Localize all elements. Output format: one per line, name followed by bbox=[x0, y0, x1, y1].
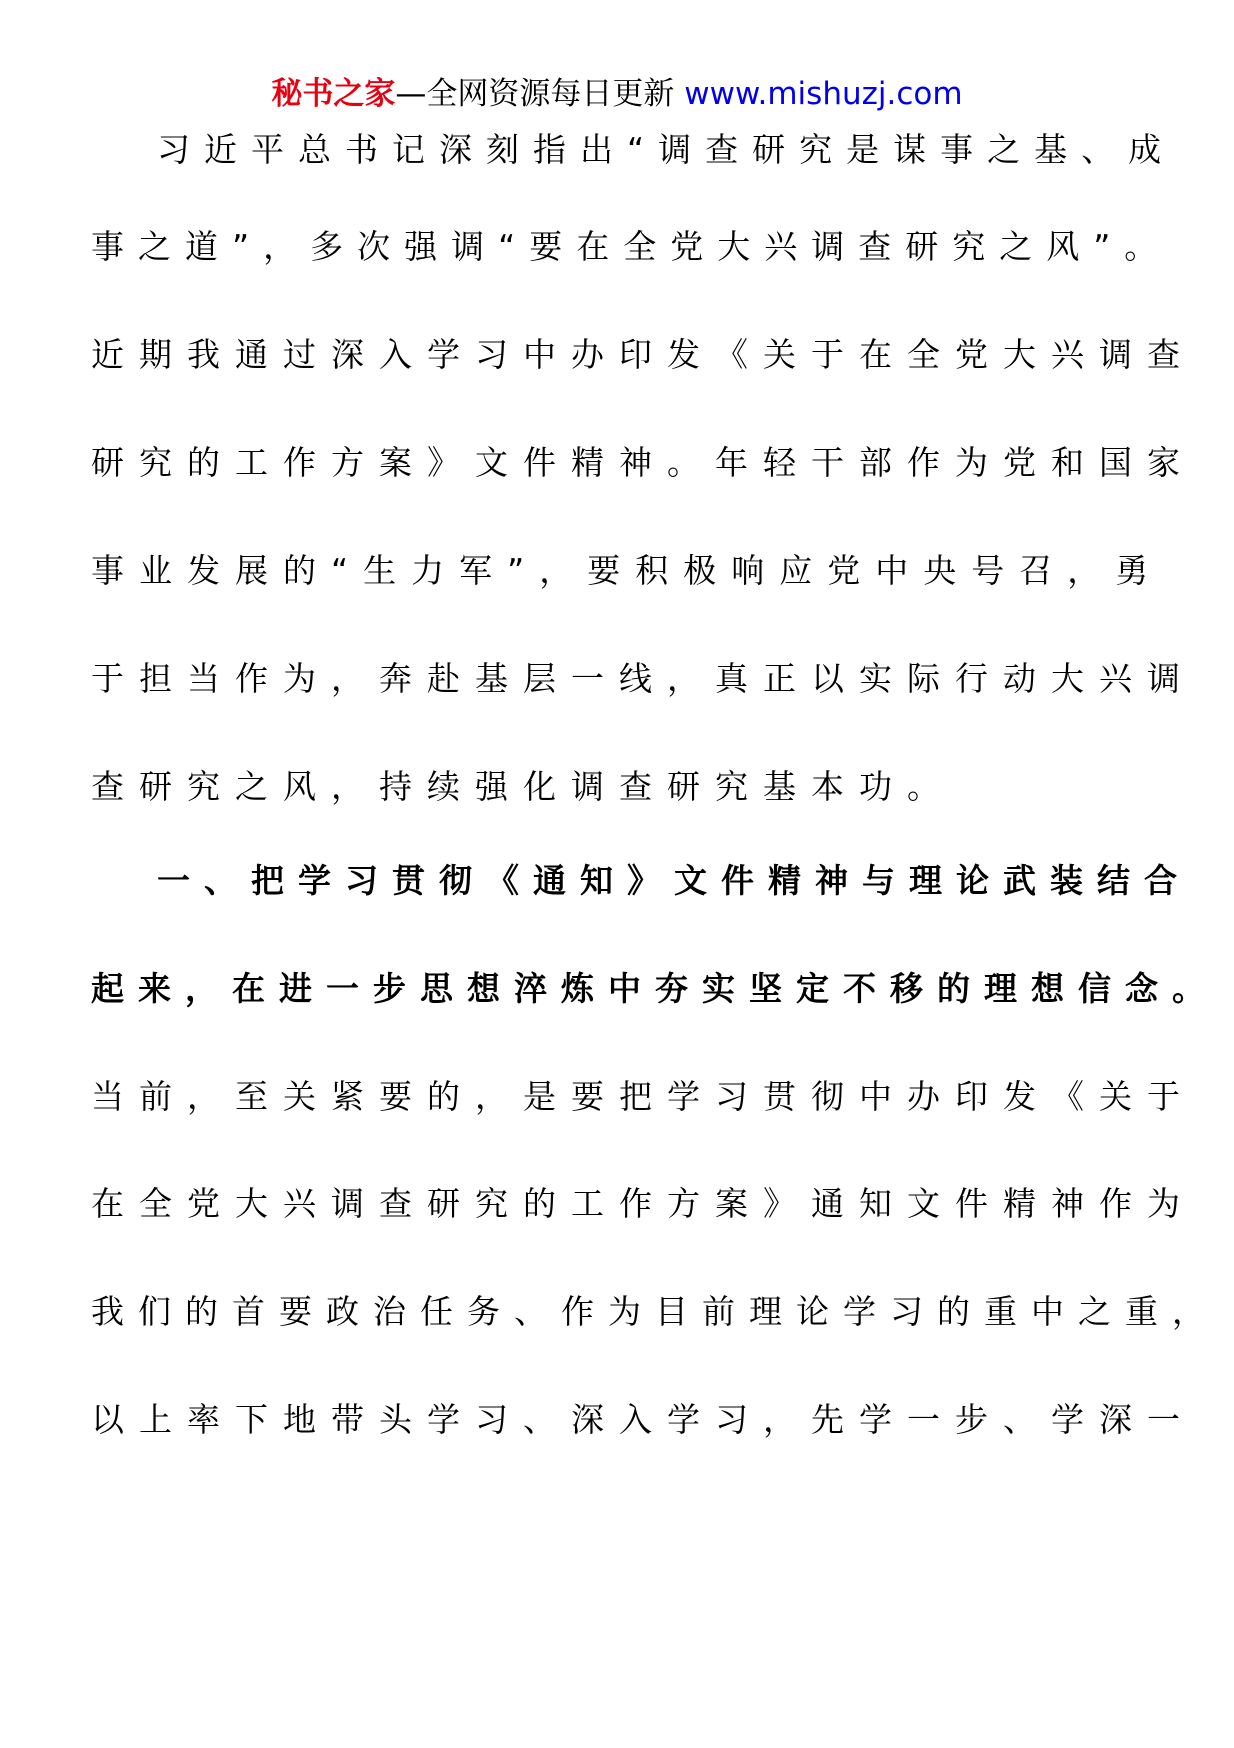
text-line: 事之道”，多次强调“要在全党大兴调查研究之风”。 bbox=[91, 227, 1172, 266]
text-line: 当前，至关紧要的，是要把学习贯彻中办印发《关于 bbox=[91, 1077, 1195, 1116]
text-line: 于担当作为，奔赴基层一线，真正以实际行动大兴调 bbox=[91, 659, 1195, 698]
text-line: 查研究之风，持续强化调查研究基本功。 bbox=[91, 767, 955, 806]
site-brand: 秘书之家 bbox=[271, 76, 396, 112]
text-line: 在全党大兴调查研究的工作方案》通知文件精神作为 bbox=[91, 1184, 1195, 1223]
text-line: 事业发展的“生力军”，要积极响应党中央号召，勇 bbox=[91, 551, 1164, 590]
text-line: 研究的工作方案》文件精神。年轻干部作为党和国家 bbox=[91, 443, 1195, 482]
text-line: 习近平总书记深刻指出“调查研究是谋事之基、成 bbox=[157, 130, 1176, 169]
site-url[interactable]: www.mishuzj.com bbox=[684, 76, 963, 112]
section-heading: 一、把学习贯彻《通知》文件精神与理论武装结合 bbox=[157, 861, 1191, 900]
page-header bbox=[0, 72, 1234, 116]
text-line: 以上率下地带头学习、深入学习，先学一步、学深一 bbox=[91, 1400, 1195, 1439]
text-line: 我们的首要政治任务、作为目前理论学习的重中之重， bbox=[91, 1292, 1219, 1331]
text-line: 近期我通过深入学习中办印发《关于在全党大兴调查 bbox=[91, 335, 1195, 374]
site-tagline: —全网资源每日更新 bbox=[395, 76, 685, 112]
section-heading: 起来，在进一步思想淬炼中夯实坚定不移的理想信念。 bbox=[91, 969, 1219, 1008]
